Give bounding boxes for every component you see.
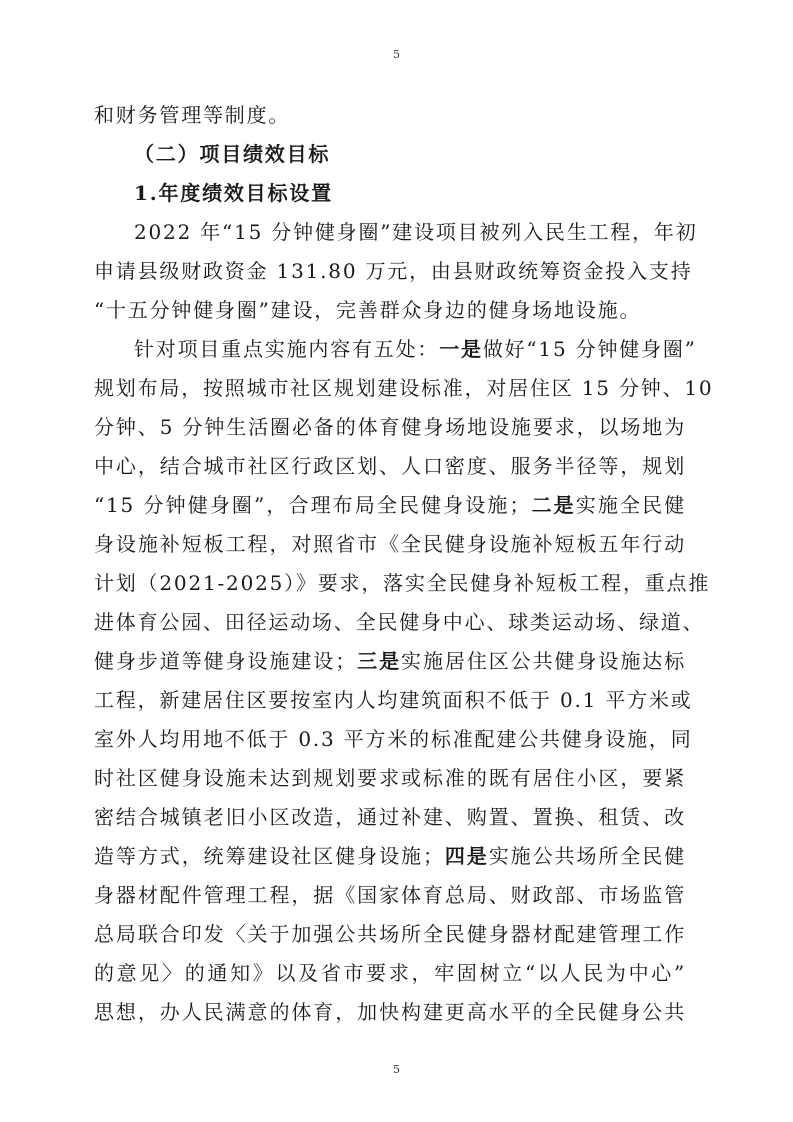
text-line bbox=[94, 408, 686, 447]
text-line bbox=[94, 174, 686, 213]
bold-text-segment: （二）项目绩效目标 bbox=[134, 142, 331, 166]
text-segment: 的意见〉的通知》以及省市要求，牢固树立“以人民为中心” bbox=[94, 961, 686, 985]
text-line bbox=[94, 486, 686, 525]
text-line bbox=[94, 369, 714, 408]
text-line bbox=[94, 135, 686, 174]
text-segment: 和财务管理等制度。 bbox=[94, 103, 291, 127]
text-line bbox=[94, 681, 693, 720]
text-segment: 做好“15 分钟健身圈” bbox=[482, 337, 697, 361]
text-segment: “十五分钟健身圈”建设，完善群众身边的健身场地设施。 bbox=[94, 298, 642, 322]
text-segment: “15 分钟健身圈”，合理布局全民健身设施； bbox=[94, 493, 532, 517]
text-segment: 进体育公园、田径运动场、全民健身中心、球类运动场、绿道、 bbox=[94, 610, 705, 634]
text-segment: 身设施补短板工程，对照省市《全民健身设施补短板五年行动 bbox=[94, 532, 686, 556]
text-segment: 针对项目重点实施内容有五处： bbox=[134, 337, 440, 361]
text-line bbox=[94, 993, 686, 1032]
text-line bbox=[94, 603, 705, 642]
text-segment: 实施全民健 bbox=[575, 493, 687, 517]
text-segment: 工程，新建居住区要按室内人均建筑面积不低于 0.1 平方米或 bbox=[94, 688, 693, 712]
document-body bbox=[94, 96, 714, 1032]
text-line bbox=[94, 954, 686, 993]
text-segment: 中心，结合城市社区行政区划、人口密度、服务半径等，规划 bbox=[94, 454, 686, 478]
page-number-bottom: 5 bbox=[393, 1063, 400, 1076]
text-line bbox=[94, 213, 698, 252]
text-segment: 密结合城镇老旧小区改造，通过补建、购置、置换、租赁、改 bbox=[94, 805, 686, 829]
text-segment: 室外人均用地不低于 0.3 平方米的标准配建公共健身设施，同 bbox=[94, 727, 693, 751]
text-line bbox=[94, 720, 693, 759]
text-segment: 分钟、5 分钟生活圈必备的体育健身场地设施要求，以场地为 bbox=[94, 415, 686, 439]
text-line bbox=[94, 96, 686, 135]
text-line bbox=[94, 642, 686, 681]
text-line bbox=[94, 291, 686, 330]
text-segment: 实施居住区公共健身设施达标 bbox=[401, 649, 686, 673]
text-segment: 规划布局，按照城市社区规划建设标准，对居住区 15 分钟、10 bbox=[94, 376, 714, 400]
text-line bbox=[94, 564, 711, 603]
text-line bbox=[94, 915, 686, 954]
text-segment: 健身步道等健身设施建设； bbox=[94, 649, 358, 673]
text-segment: 思想，办人民满意的体育，加快构建更高水平的全民健身公共 bbox=[94, 1000, 686, 1024]
text-segment: 申请县级财政资金 131.80 万元，由县财政统筹资金投入支持 bbox=[94, 259, 693, 283]
text-segment: 身器材配件管理工程，据《国家体育总局、财政部、市场监管 bbox=[94, 883, 686, 907]
text-segment: 2022 年“15 分钟健身圈”建设项目被列入民生工程，年初 bbox=[134, 220, 698, 244]
text-line bbox=[94, 252, 693, 291]
page-number-top: 5 bbox=[393, 48, 400, 61]
text-line bbox=[94, 447, 686, 486]
bold-text-segment: 三是 bbox=[357, 649, 402, 673]
text-line bbox=[94, 837, 686, 876]
text-line bbox=[94, 759, 686, 798]
bold-text-segment: 一是 bbox=[439, 337, 483, 361]
text-segment: 实施公共场所全民健 bbox=[488, 844, 686, 868]
text-segment: 计划（2021-2025）》要求，落实全民健身补短板工程，重点推 bbox=[94, 571, 711, 595]
text-line bbox=[94, 876, 686, 915]
text-line bbox=[94, 330, 697, 369]
bold-text-segment: 四是 bbox=[444, 844, 489, 868]
text-segment: 总局联合印发〈关于加强公共场所全民健身器材配建管理工作 bbox=[94, 922, 686, 946]
text-line bbox=[94, 798, 686, 837]
bold-text-segment: 二是 bbox=[531, 493, 576, 517]
text-segment: 造等方式，统筹建设社区健身设施； bbox=[94, 844, 445, 868]
text-line bbox=[94, 525, 686, 564]
text-segment: 时社区健身设施未达到规划要求或标准的既有居住小区，要紧 bbox=[94, 766, 686, 790]
bold-text-segment: 1.年度绩效目标设置 bbox=[134, 181, 333, 205]
